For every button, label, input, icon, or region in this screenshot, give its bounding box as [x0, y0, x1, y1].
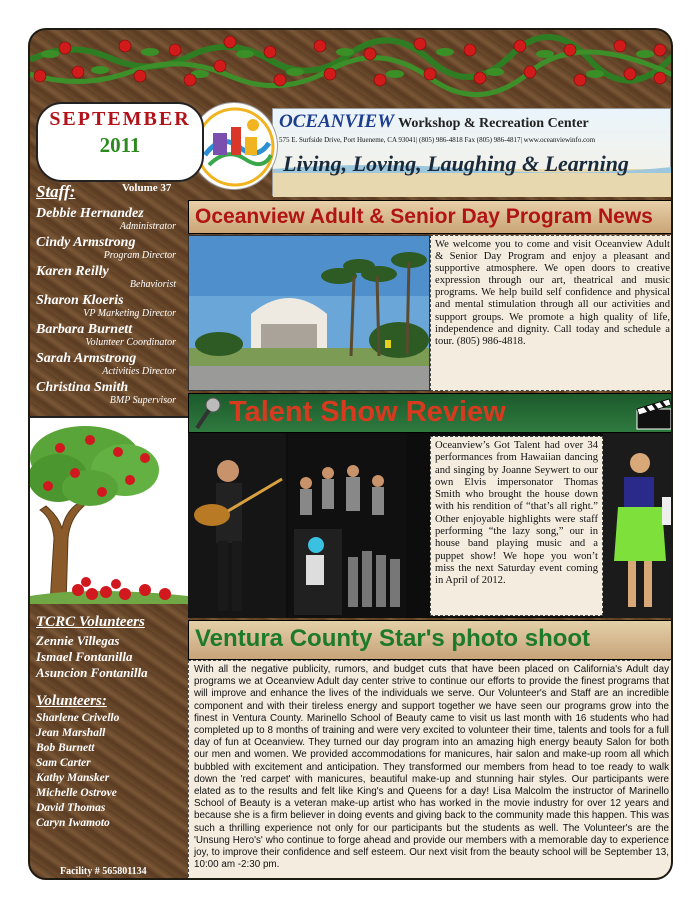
clapperboard-icon — [635, 397, 673, 431]
staff-member — [36, 264, 186, 291]
staff-name: Christina Smith — [36, 380, 129, 395]
issue-month: SEPTEMBER — [49, 108, 191, 130]
staff-heading: Staff: — [36, 182, 76, 201]
staff-role: Volunteer Coordinator — [85, 337, 176, 348]
staff-role: Program Director — [103, 250, 176, 261]
talent-show-heading-bar — [188, 393, 673, 433]
center-address: 575 E. Surfside Drive, Port Hueneme, CA 93041| (805) 986-4818 Fax (805) 986-4817| www.oceanviewinfo.com — [279, 136, 596, 144]
staff-list — [36, 206, 186, 409]
volunteer-name: Michelle Ostrove — [36, 787, 117, 799]
volunteers-heading: Volunteers: — [36, 693, 107, 709]
staff-name: Cindy Armstrong — [36, 235, 136, 250]
staff-role: Activities Director — [102, 366, 176, 377]
staff-member — [36, 293, 186, 320]
staff-name: Sarah Armstrong — [36, 351, 137, 366]
tcrc-heading: TCRC Volunteers — [36, 614, 145, 630]
staff-name: Barbara Burnett — [36, 322, 133, 337]
building-photo — [188, 235, 430, 391]
volunteer-lists — [36, 614, 186, 831]
staff-member — [36, 206, 186, 233]
program-news-heading: Oceanview Adult & Senior Day Program News — [195, 205, 653, 228]
program-news-text: We welcome you to come and visit Oceanview Adult & Senior Day Program and enjoy a pleasant and supportive atmosphere. We open doors to creative expression through our art, theatrical and music programs. We help build self confidence and physical and mental stimulation through all our activities and support groups. We promote a high quality of life, independence and dignity. Call today and schedule a tour. (805) 986-4818. — [430, 235, 673, 391]
building-photo-icon — [189, 236, 430, 391]
staff-name: Sharon Kloeris — [36, 293, 124, 308]
microphone-icon — [193, 396, 223, 432]
apple-tree-illustration — [30, 416, 188, 602]
photo-shoot-text: With all the negative publicity, rumors, and budget cuts that have been placed on California's Adult day programs we at Oceanview Adult day center strive to continue our efforts to provide the finest programs that will improve and enhance the lives of the individuals we serve. Our Volunteer's and Staff are an incredible component and with their tireless energy and support together we have seen our programs grow into the finest in Ventura County. Marinello School of Beauty came to visit us last month with 16 students who had completed up to 8 months of training and were very excited to volunteer their time, talents and tools for a full day of fun at Oceanview. They turned our day program into an amazing high energy beauty Salon for both our men and women. We provided accommodations for manicures, hair salon and make-up room all which bubbled with excitement and anticipation. They transformed our members from head to toe ready to walk down the 'red carpet' with manicures, beautiful make-up and stunning hair styles. Our participants were elated as to the results and felt like King's and Queens for a day! Lisa Malcolm the instructor of Marinello School of Beauty is a veteran make-up artist who has worked in the movie industry for over 12 years and because she is a firm believer in doing events and giving back to the community made this happen. This was such a thrilling experience not only for our participants but the students as well. The Volunteer's are the 'Unsung Hero's' who continue to forge ahead and provide our members with a memorable day to experience joy, to improve their confidence and self esteem. Our next visit from the beauty school will be September 13, 10:00 am -2:30 pm. — [188, 660, 673, 880]
oceanview-logo-icon — [191, 103, 279, 191]
header-banner — [272, 108, 671, 196]
staff-role: BMP Supervisor — [109, 395, 176, 406]
apple-garland — [30, 30, 673, 98]
tcrc-volunteer: Asuncion Fontanilla — [36, 665, 148, 680]
newsletter-header — [188, 98, 673, 198]
volunteer-name: Jean Marshall — [36, 727, 106, 739]
staff-member — [36, 322, 186, 349]
program-news-heading-bar — [188, 200, 673, 234]
staff-member — [36, 380, 186, 407]
staff-member — [36, 351, 186, 378]
tagline: Living, Loving, Laughing & Learning — [283, 151, 629, 176]
apple-tree-icon — [30, 418, 188, 604]
staff-role: Behaviorist — [129, 279, 176, 290]
volunteer-name: Sam Carter — [36, 757, 91, 769]
staff-role: Administrator — [119, 221, 176, 232]
center-name — [279, 111, 589, 133]
volunteer-name: David Thomas — [36, 802, 106, 814]
volunteer-name: Bob Burnett — [36, 742, 95, 754]
tcrc-volunteer: Ismael Fontanilla — [36, 649, 133, 664]
issue-volume: Volume 37 — [122, 182, 172, 194]
staff-role: VP Marketing Director — [83, 308, 176, 319]
issue-year: 2011 — [99, 133, 141, 157]
staff-member — [36, 235, 186, 262]
sidebar — [30, 98, 191, 880]
center-name-primary: OCEANVIEW — [279, 111, 395, 132]
tcrc-volunteer: Zennie Villegas — [36, 633, 120, 648]
volunteer-name: Kathy Mansker — [36, 772, 110, 784]
issue-date-badge — [36, 102, 204, 182]
volunteer-name: Caryn Iwamoto — [36, 817, 110, 829]
center-name-subtitle: Workshop & Recreation Center — [398, 116, 589, 131]
newsletter-page — [28, 28, 673, 880]
talent-show-text: Oceanview’s Got Talent had over 34 performances from Hawaiian dancing and singing by Joanne Seywert to our own Elvis impersonator Thomas Smith who brought the house down with his rendition of “that’s all right.” Other enjoyable highlights were staff performing “the lazy song,” our in house band playing music and a puppet show! We hope you won’t miss the next Saturday event coming in April of 2012. — [430, 436, 603, 616]
photo-shoot-heading-bar — [188, 620, 673, 660]
volunteer-name: Sharlene Crivello — [36, 712, 120, 724]
staff-name: Karen Reilly — [36, 264, 109, 279]
facility-number: Facility # 565801134 — [60, 866, 147, 877]
staff-name: Debbie Hernandez — [36, 206, 144, 221]
talent-show-heading: Talent Show Review — [229, 396, 506, 428]
photo-shoot-heading: Ventura County Star's photo shoot — [195, 625, 591, 652]
